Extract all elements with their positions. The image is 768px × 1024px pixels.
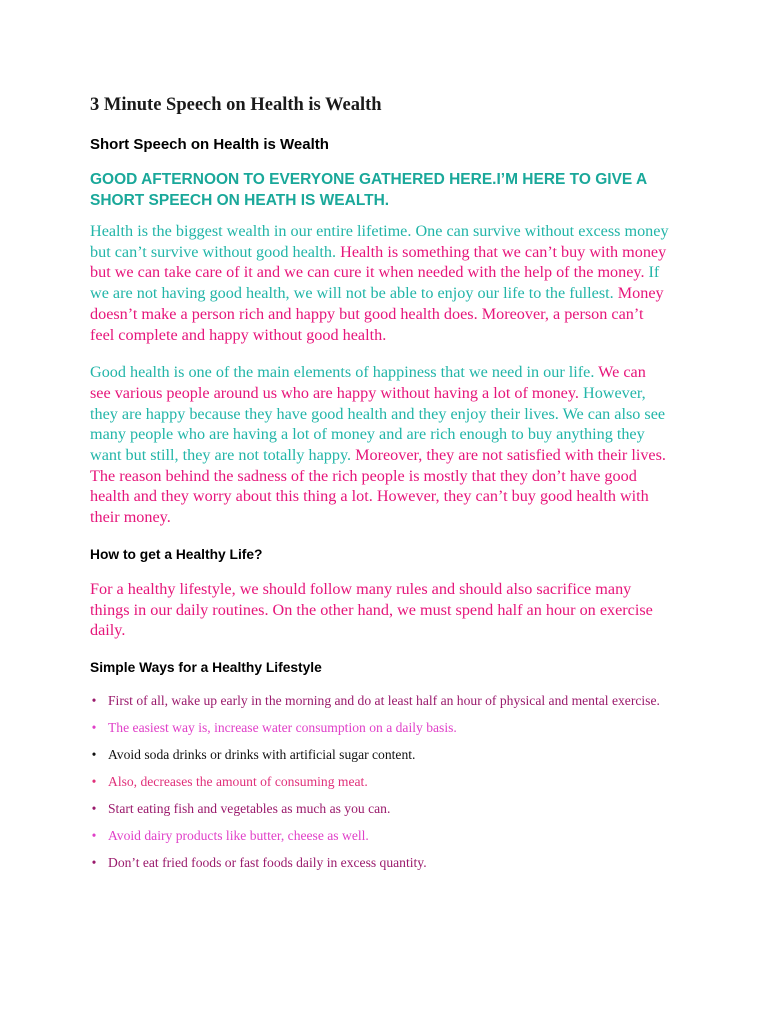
list-item [87,827,667,846]
paragraph-3: For a healthy lifestyle, we should follow many rules and should also sacrifice many things in our daily routines. On the other hand, we must spend half an hour on exercise daily. [90,579,653,640]
paragraph-2 [90,362,670,528]
list-item [87,800,667,819]
para1-sentence-2: Health is something that we can’t buy with money but we can take care of it and we can cure it when needed with the help of the money. [90,242,667,282]
bullet-icon: • [91,827,97,843]
subtitle: Short Speech on Health is Wealth [90,136,329,153]
bullet-icon: • [91,800,97,816]
list-item [87,773,667,792]
page-title: 3 Minute Speech on Health is Wealth [90,95,382,115]
heading-simple-ways: Simple Ways for a Healthy Lifestyle [90,659,322,675]
document-page [90,92,670,881]
list-item [87,692,667,711]
list-item [87,854,667,873]
para2-sentence-1: Good health is one of the main elements of happiness that we need in our life. [90,363,599,382]
bullet-icon: • [91,854,97,870]
healthy-lifestyle-list [87,692,667,873]
list-item-text: Don’t eat fried foods or fast foods daily in excess quantity. [108,854,427,870]
heading-healthy-life: How to get a Healthy Life? [90,546,263,562]
bullet-icon: • [91,773,97,789]
list-item-text: The easiest way is, increase water consumption on a daily basis. [108,719,457,735]
list-item [87,746,667,765]
list-item-text: Start eating fish and vegetables as much as you can. [108,800,391,816]
list-item-text: Also, decreases the amount of consuming meat. [108,773,368,789]
para1-sentence-4: Money doesn’t make a person rich and happy but good health does. Moreover, a person can’t feel complete and happy without good health. [90,284,664,344]
greeting: GOOD AFTERNOON TO EVERYONE GATHERED HERE.I’M HERE TO GIVE A SHORT SPEECH ON HEATH IS WEALTH. [90,171,647,209]
para1-sentence-3: If we are not having good health, we will not be able to enjoy our life to the fullest. [90,263,660,303]
para2-sentence-3: However, they are happy because they have good health and they enjoy their lives. We can also see many people who are having a lot of money and are rich enough to buy anything they want but still, they are not totally happy. [90,383,666,465]
para1-sentence-1: Health is the biggest wealth in our entire lifetime. One can survive without excess money but can’t survive without good health. [90,222,669,261]
para2-sentence-2: We can see various people around us who are happy without having a lot of money. [90,363,646,402]
para2-sentence-4: Moreover, they are not satisfied with their lives. The reason behind the sadness of the rich people is mostly that they don’t have good health and they worry about this thing a lot. However, they can’t buy good health with their money. [90,446,666,527]
list-item [87,719,667,738]
list-item-text: First of all, wake up early in the morning and do at least half an hour of physical and mental exercise. [108,692,660,708]
paragraph-1 [90,221,670,345]
bullet-icon: • [91,746,97,762]
list-item-text: Avoid dairy products like butter, cheese as well. [108,827,369,843]
bullet-icon: • [91,719,97,735]
list-item-text: Avoid soda drinks or drinks with artificial sugar content. [108,746,416,762]
bullet-icon: • [91,692,97,708]
